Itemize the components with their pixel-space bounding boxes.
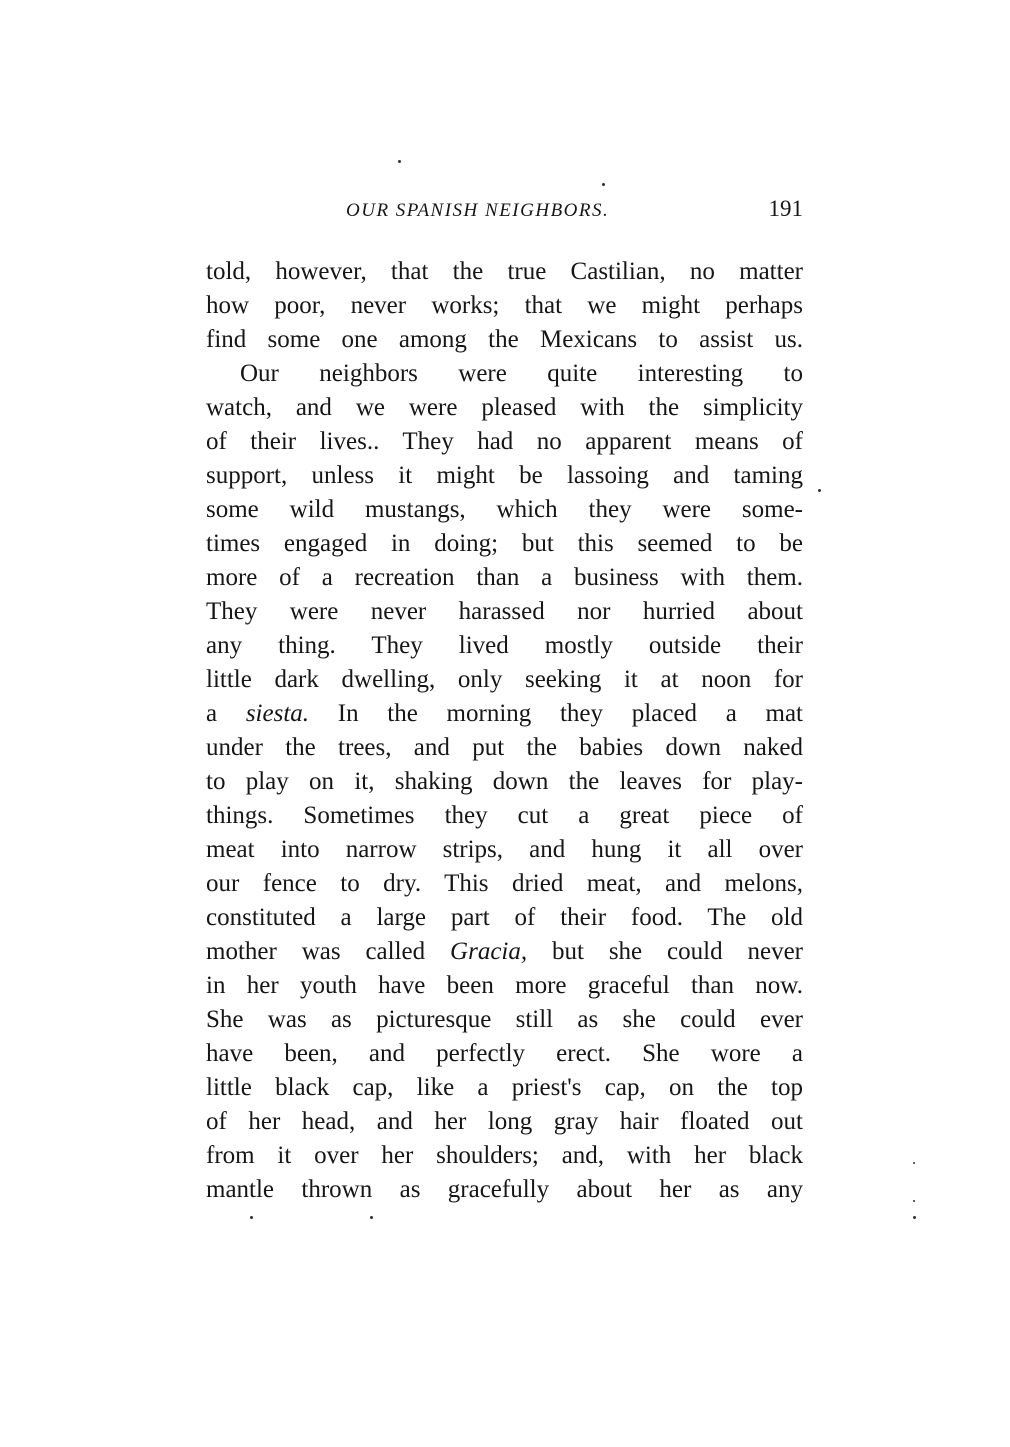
print-speck [398,160,401,163]
text-line: constituted a large part of their food. The old [206,904,803,931]
body-text [206,255,803,1207]
text-line: some wild mustangs, which they were some- [206,496,803,523]
text-line: have been, and perfectly erect. She wore a [206,1040,803,1067]
text-line: little dark dwelling, only seeking it at noon for [206,666,803,693]
text-line: told, however, that the true Castilian, no matter [206,258,803,285]
print-speck [913,1162,915,1164]
text-line: find some one among the Mexicans to assist us. [206,326,803,353]
text-line [206,935,803,969]
text-line: how poor, never works; that we might perhaps [206,292,803,319]
text-line: more of a recreation than a business with them. [206,564,803,591]
print-speck [913,1216,916,1219]
text-fragment: In the morning they placed a mat [309,700,803,727]
text-line: support, unless it might be lassoing and taming [206,462,803,489]
text-fragment: but she could never [527,938,803,965]
text-line: Our neighbors were quite interesting to [240,360,803,387]
text-line: little black cap, like a priest's cap, on the top [206,1074,803,1101]
text-fragment: mother was called [206,938,451,965]
text-line: things. Sometimes they cut a great piece of [206,802,803,829]
print-speck [818,489,821,492]
text-line: times engaged in doing; but this seemed to be [206,530,803,557]
italic-word: Gracia, [450,938,528,965]
text-line: any thing. They lived mostly outside their [206,632,803,659]
text-line: from it over her shoulders; and, with her black [206,1142,803,1169]
text-line: of their lives.. They had no apparent means of [206,428,803,455]
text-line: of her head, and her long gray hair floated out [206,1108,803,1135]
print-speck [913,1200,915,1202]
text-line [206,697,803,731]
page-number: 191 [768,196,803,221]
print-speck [602,183,605,186]
print-speck [250,1216,253,1219]
print-speck [370,1216,373,1219]
text-line: under the trees, and put the babies down naked [206,734,803,761]
text-line: in her youth have been more graceful than now. [206,972,803,999]
text-line: watch, and we were pleased with the simplicity [206,394,803,421]
italic-word: siesta. [245,700,310,727]
running-head: OUR SPANISH NEIGHBORS. [346,200,610,221]
text-line: our fence to dry. This dried meat, and melons, [206,870,803,897]
text-line: They were never harassed nor hurried about [206,598,803,625]
text-line: meat into narrow strips, and hung it all over [206,836,803,863]
text-line: to play on it, shaking down the leaves for play- [206,768,803,795]
text-fragment: a [206,700,246,727]
text-line: She was as picturesque still as she could ever [206,1006,803,1033]
text-line: mantle thrown as gracefully about her as any [206,1176,803,1203]
page-header [206,196,803,230]
